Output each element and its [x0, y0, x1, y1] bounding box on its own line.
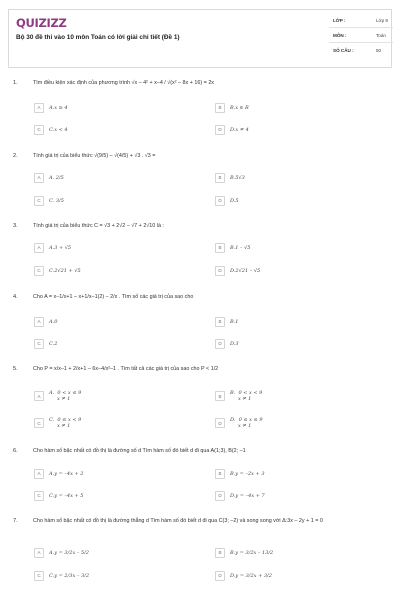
option-text: A.3 + √5 — [49, 244, 72, 251]
question-number: 2. — [13, 153, 18, 159]
option-a[interactable] — [34, 388, 202, 404]
option-a[interactable] — [34, 547, 202, 558]
option-text: C. 0 ≤ x < 9 x ≠ 1 — [49, 416, 82, 429]
option-d[interactable] — [215, 124, 383, 135]
option-c[interactable] — [34, 124, 202, 135]
option-letter-box: C — [34, 418, 44, 428]
option-letter-box: A — [34, 469, 44, 479]
option-b[interactable] — [215, 316, 383, 327]
option-text: B. 0 < x < 9 x ≠ 1 — [230, 389, 263, 402]
option-text: A.x ≥ 4 — [49, 104, 68, 111]
option-text: B.y = 3/2x – 13/2 — [230, 549, 274, 556]
option-a[interactable] — [34, 102, 202, 113]
question-text: Cho A = x–1/x+1 – x+1/x–1(2) – 2/x . Tìm số các giá trị của sao cho — [33, 294, 194, 300]
question-number: 7. — [13, 518, 18, 524]
option-letter-box: B — [215, 548, 225, 558]
option-text: D.2√21 – √5 — [230, 267, 261, 274]
option-text: A.y = 3/2x – 5/2 — [49, 549, 89, 556]
option-letter-box: B — [215, 243, 225, 253]
option-d[interactable] — [215, 265, 383, 276]
option-a[interactable] — [34, 172, 202, 183]
question-number: 3. — [13, 223, 18, 229]
option-text: C.y = –4x + 5 — [49, 492, 84, 499]
option-letter-box: D — [215, 266, 225, 276]
option-a[interactable] — [34, 468, 202, 479]
option-letter-box: B — [215, 391, 225, 401]
option-letter-box: A — [34, 173, 44, 183]
option-letter-box: A — [34, 391, 44, 401]
option-a[interactable] — [34, 242, 202, 253]
question-number: 1. — [13, 80, 18, 86]
class-label: LỚP : — [333, 18, 346, 23]
option-letter-box: B — [215, 317, 225, 327]
option-b[interactable] — [215, 172, 383, 183]
option-b[interactable] — [215, 547, 383, 558]
option-text: B.1 – √5 — [230, 244, 251, 251]
option-letter-box: A — [34, 548, 44, 558]
option-letter-box: A — [34, 317, 44, 327]
question-text: Tính giá trị của biểu thức C = √3 + 2√2 – √7 + 2√10 là : — [33, 223, 164, 229]
option-text: A.y = –4x + 2 — [49, 470, 84, 477]
option-letter-box: B — [215, 103, 225, 113]
document-title: Bộ 30 đề thi vào 10 môn Toán có lời giải chi tiết (Đề 1) — [16, 34, 180, 41]
subject-label: MÔN : — [333, 33, 347, 38]
option-letter-box: D — [215, 196, 225, 206]
option-text: D.3 — [230, 340, 239, 347]
option-letter-box: C — [34, 196, 44, 206]
option-text: D.y = 3/2x + 3/2 — [230, 572, 272, 579]
option-text: B.x ∈ R — [230, 104, 249, 111]
option-letter-box: D — [215, 125, 225, 135]
count-label: SỐ CÂU : — [333, 48, 354, 53]
option-d[interactable] — [215, 338, 383, 349]
option-d[interactable] — [215, 570, 383, 581]
option-text: A. 2/5 — [49, 174, 64, 181]
option-text: D.x ≠ 4 — [230, 126, 249, 133]
header — [8, 9, 392, 68]
class-value: Lớp 9 — [376, 18, 388, 23]
option-c[interactable] — [34, 415, 202, 431]
question-text: Cho hàm số bậc nhất có đồ thị là đường thẳng d Tìm hàm số đó biết d đi qua C(3; –2) và song song với Δ:3x – 2y + 1 = 0 — [33, 518, 323, 524]
option-text: A.0 — [49, 318, 58, 325]
option-text: B.1 — [230, 318, 239, 325]
option-text: C.2 — [49, 340, 58, 347]
option-text: B.5√3 — [230, 174, 245, 181]
question-text: Tính giá trị của biểu thức √(9/5) – √(4/5) + √3 . √3 = — [33, 153, 156, 159]
question-text: Cho P = x/x–1 + 2/x+1 – 6x–4/x²–1 . Tìm tất cả các giá trị của sao cho P < 1/2 — [33, 366, 219, 372]
option-letter-box: D — [215, 418, 225, 428]
option-letter-box: C — [34, 571, 44, 581]
option-text: D.y = –4x + 7 — [230, 492, 265, 499]
option-letter-box: B — [215, 469, 225, 479]
option-c[interactable] — [34, 265, 202, 276]
option-d[interactable] — [215, 415, 383, 431]
option-text: C.y = 2/3x – 3/2 — [49, 572, 90, 579]
meta-divider — [329, 27, 393, 28]
option-b[interactable] — [215, 102, 383, 113]
count-value: 50 — [376, 48, 382, 53]
option-letter-box: C — [34, 266, 44, 276]
question-number: 6. — [13, 448, 18, 454]
option-letter-box: A — [34, 243, 44, 253]
option-letter-box: D — [215, 491, 225, 501]
option-letter-box: D — [215, 571, 225, 581]
option-d[interactable] — [215, 490, 383, 501]
option-a[interactable] — [34, 316, 202, 327]
option-c[interactable] — [34, 570, 202, 581]
option-letter-box: C — [34, 491, 44, 501]
option-c[interactable] — [34, 195, 202, 206]
question-text: Cho hàm số bậc nhất có đồ thị là đường số d Tìm hàm số đó biết d đi qua A(1;3), B(2; –1 — [33, 448, 246, 454]
option-text: C.2√21 + √5 — [49, 267, 81, 274]
option-d[interactable] — [215, 195, 383, 206]
option-letter-box: C — [34, 339, 44, 349]
option-letter-box: A — [34, 103, 44, 113]
option-text: C. 3/5 — [49, 197, 64, 204]
option-b[interactable] — [215, 242, 383, 253]
option-b[interactable] — [215, 468, 383, 479]
option-b[interactable] — [215, 388, 383, 404]
question-number: 5. — [13, 366, 18, 372]
option-text: A. 0 < x ≤ 9 x ≠ 1 — [49, 389, 82, 402]
quizizz-logo: QUIZIZZ — [16, 16, 67, 30]
option-text: B.y = –2x + 3 — [230, 470, 265, 477]
option-text: C.x < 4 — [49, 126, 68, 133]
option-letter-box: C — [34, 125, 44, 135]
option-c[interactable] — [34, 338, 202, 349]
subject-value: Toán — [376, 33, 386, 38]
meta-divider — [329, 42, 393, 43]
option-text: D.5 — [230, 197, 239, 204]
option-c[interactable] — [34, 490, 202, 501]
option-text: D. 0 ≤ x ≤ 9 x ≠ 1 — [230, 416, 263, 429]
question-text: Tìm điều kiện xác định của phương trình √x – 4² + x–4 / √(x² – 8x + 16) = 2x — [33, 80, 215, 86]
option-letter-box: B — [215, 173, 225, 183]
question-number: 4. — [13, 294, 18, 300]
option-letter-box: D — [215, 339, 225, 349]
